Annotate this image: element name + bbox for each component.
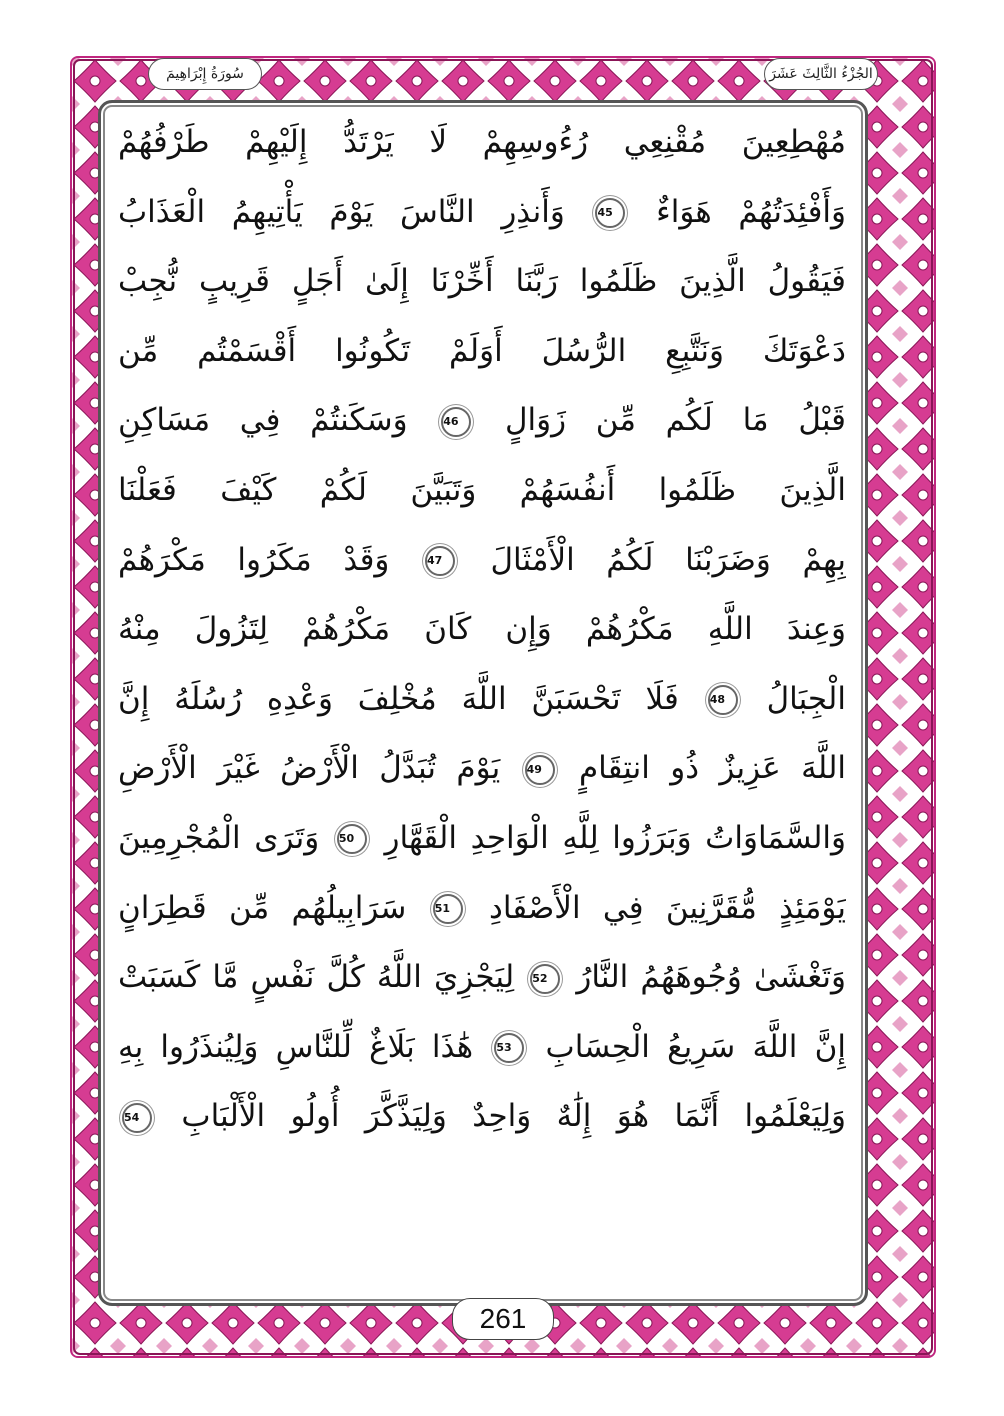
- verse-segment: اللَّهَ عَزِيزٌ ذُو انتِقَامٍ: [578, 750, 846, 787]
- ayah-number-marker: 49: [525, 755, 555, 785]
- verse-line: [118, 247, 846, 317]
- verse-segment: بِهِمْ وَضَرَبْنَا لَكُمُ الْأَمْثَالَ: [490, 541, 846, 578]
- verse-segment: قَبْلُ مَا لَكُم مِّن زَوَالٍ: [504, 402, 846, 439]
- ayah-number-marker: 50: [337, 824, 367, 854]
- verse-segment: هَٰذَا بَلَاغٌ لِّلنَّاسِ وَلِيُنذَرُوا بِهِ: [118, 1028, 474, 1065]
- juz-label: الجُزْءُ الثَّالِثَ عَشَرَ: [764, 58, 878, 90]
- ayah-number-marker: 46: [441, 407, 471, 437]
- ayah-number-marker: 53: [494, 1033, 524, 1063]
- verse-line: [118, 386, 846, 456]
- ayah-number-marker: 48: [708, 685, 738, 715]
- verse-segment: وَالسَّمَاوَاتُ وَبَرَزُوا لِلَّهِ الْوَاحِدِ الْقَهَّارِ: [384, 819, 846, 856]
- verse-segment: وَلِيَعْلَمُوا أَنَّمَا هُوَ إِلَٰهٌ وَاحِدٌ وَلِيَذَّكَّرَ أُولُو الْأَلْبَابِ: [181, 1098, 846, 1135]
- verse-segment: فَلَا تَحْسَبَنَّ اللَّهَ مُخْلِفَ وَعْدِهِ رُسُلَهُ إِنَّ: [118, 680, 679, 717]
- verse-segment: وَعِندَ اللَّهِ مَكْرُهُمْ وَإِن كَانَ مَكْرُهُمْ لِتَزُولَ مِنْهُ: [118, 611, 846, 648]
- verse-segment: لِيَجْزِيَ اللَّهُ كُلَّ نَفْسٍ مَّا كَسَبَتْ: [118, 959, 515, 996]
- verse-segment: وَأَفْئِدَتُهُمْ هَوَاءٌ: [656, 193, 846, 230]
- verse-line: [118, 943, 846, 1013]
- ayah-number-marker: 51: [433, 894, 463, 924]
- verse-segment: وَقَدْ مَكَرُوا مَكْرَهُمْ: [118, 541, 390, 578]
- verse-line: [118, 1013, 846, 1083]
- verse-segment: إِنَّ اللَّهَ سَرِيعُ الْحِسَابِ: [545, 1028, 846, 1065]
- verse-line: [118, 317, 846, 387]
- verse-segment: وَسَكَنتُمْ فِي مَسَاكِنِ: [118, 402, 408, 439]
- verse-text: [118, 108, 846, 1152]
- verse-line: [118, 665, 846, 735]
- verse-line: [118, 526, 846, 596]
- verse-segment: مُهْطِعِينَ مُقْنِعِي رُءُوسِهِمْ لَا يَرْتَدُّ إِلَيْهِمْ طَرْفُهُمْ: [118, 124, 846, 160]
- verse-segment: سَرَابِيلُهُم مِّن قَطِرَانٍ: [118, 889, 407, 926]
- page-number: 261: [452, 1298, 554, 1340]
- verse-line: [118, 456, 846, 526]
- verse-segment: وَتَرَى الْمُجْرِمِينَ: [118, 819, 320, 856]
- verse-line: [118, 1082, 846, 1152]
- surah-name-label: سُورَةُ إِبْرَاهِيمَ: [148, 58, 262, 90]
- verse-segment: الْجِبَالُ: [766, 680, 846, 717]
- verse-segment: دَعْوَتَكَ وَنَتَّبِعِ الرُّسُلَ أَوَلَمْ تَكُونُوا أَقْسَمْتُم مِّن: [118, 332, 846, 369]
- verse-segment: الَّذِينَ ظَلَمُوا أَنفُسَهُمْ وَتَبَيَّنَ لَكُمْ كَيْفَ فَعَلْنَا: [118, 471, 846, 508]
- page-header: [120, 58, 884, 94]
- verse-segment: وَأَنذِرِ النَّاسَ يَوْمَ يَأْتِيهِمُ الْعَذَابُ: [118, 193, 565, 230]
- verse-segment: فَيَقُولُ الَّذِينَ ظَلَمُوا رَبَّنَا أَخِّرْنَا إِلَىٰ أَجَلٍ قَرِيبٍ نُّجِبْ: [118, 263, 846, 300]
- ayah-number-marker: 52: [530, 964, 560, 994]
- ayah-number-marker: 45: [595, 198, 625, 228]
- verse-line: [118, 178, 846, 248]
- verse-line: [118, 734, 846, 804]
- verse-segment: يَوْمَ تُبَدَّلُ الْأَرْضُ غَيْرَ الْأَرْضِ: [118, 750, 501, 787]
- ayah-number-marker: 54: [122, 1103, 152, 1133]
- verse-line: [118, 595, 846, 665]
- ayah-number-marker: 47: [425, 546, 455, 576]
- verse-line: [118, 804, 846, 874]
- verse-segment: وَتَغْشَىٰ وُجُوهَهُمُ النَّارُ: [576, 959, 846, 996]
- verse-line: [118, 874, 846, 944]
- verse-segment: يَوْمَئِذٍ مُّقَرَّنِينَ فِي الْأَصْفَادِ: [489, 889, 846, 926]
- verse-line: [118, 108, 846, 178]
